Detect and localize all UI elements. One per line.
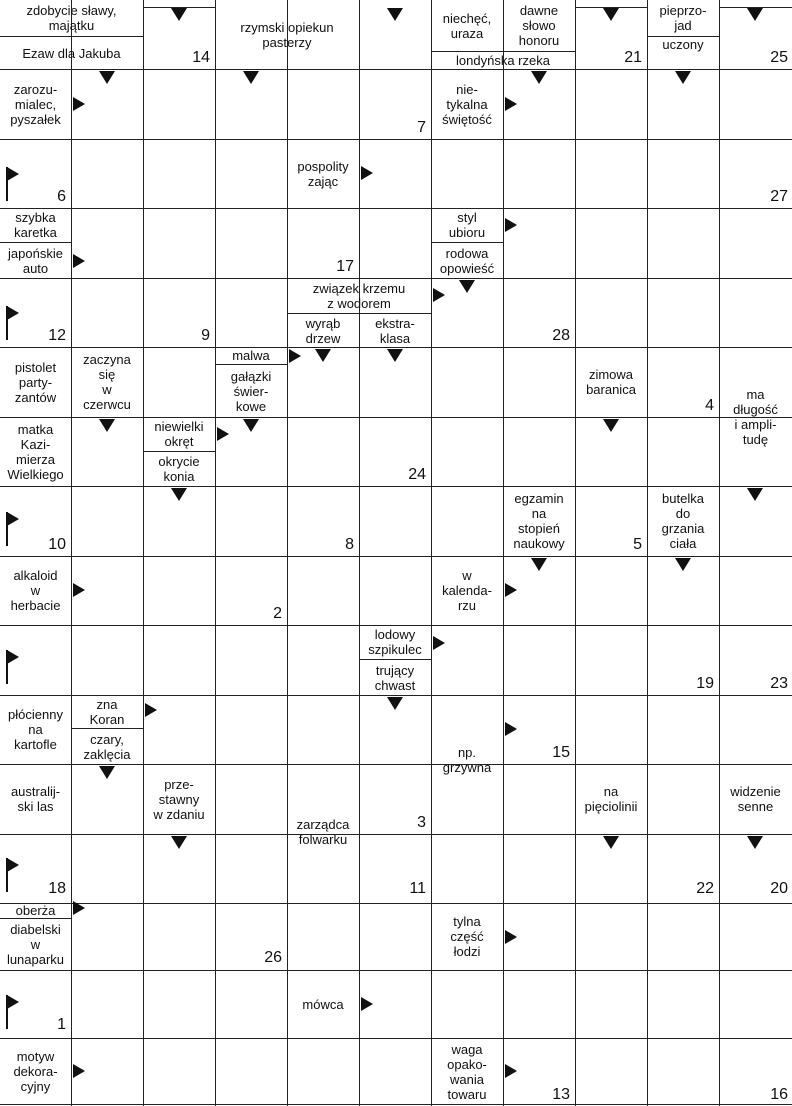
clue-cell: okrycie konia [158, 454, 200, 484]
clue-cell: motyw dekora- cyjny [13, 1048, 58, 1094]
arrow-right-icon [505, 218, 517, 232]
arrow-right-icon [289, 349, 301, 363]
clue-cell: pospolity zając [297, 158, 349, 189]
cell-number: 22 [696, 880, 714, 897]
arrow-down-icon [675, 558, 691, 571]
clue-cell: rzymski opiekun pasterzy [240, 19, 334, 50]
cell-number: 13 [552, 1086, 570, 1103]
clue-cell: rodowa opowieść [439, 245, 495, 276]
cell-number: 6 [57, 188, 66, 205]
grid-line [359, 0, 360, 1106]
clue-cell: uczony [662, 37, 704, 52]
arrow-right-icon [73, 1064, 85, 1078]
grid-line [0, 139, 792, 140]
arrow-down-icon [171, 836, 187, 849]
arrow-down-icon [747, 836, 763, 849]
clue-cell: ma długość i ampli- tudę [733, 386, 778, 447]
cell-number: 5 [633, 536, 642, 553]
grid-line [215, 0, 216, 1106]
clue-cell: mówca [302, 996, 344, 1012]
arrow-down-icon [603, 836, 619, 849]
cell-number: 12 [48, 327, 66, 344]
cell-number: 20 [770, 880, 788, 897]
grid-line [0, 417, 792, 418]
arrow-right-icon [361, 166, 373, 180]
arrow-right-icon [433, 636, 445, 650]
flag-arrow-icon [6, 512, 20, 546]
arrow-right-icon [73, 254, 85, 268]
clue-cell: czary, zaklęcia [83, 731, 131, 762]
clue-cell: np. grzywna [442, 745, 492, 775]
cell-number: 26 [264, 949, 282, 966]
arrow-right-icon [505, 930, 517, 944]
clue-cell: związek krzemu z wodorem [312, 280, 406, 311]
clue-cell: oberża [15, 903, 56, 918]
grid-line [143, 0, 144, 1106]
cell-number: 27 [770, 188, 788, 205]
clue-cell: prze- stawny w zdaniu [153, 776, 205, 822]
arrow-down-icon [171, 488, 187, 501]
clue-cell: w kalenda- rzu [442, 568, 492, 613]
arrow-down-icon [387, 349, 403, 362]
clue-cell: egzamin na stopień naukowy [513, 491, 565, 551]
flag-arrow-icon [6, 306, 20, 340]
arrow-right-icon [505, 722, 517, 736]
clue-cell: styl ubioru [448, 210, 486, 240]
clue-cell: szybka karetka [14, 210, 57, 240]
arrow-right-icon [217, 427, 229, 441]
cell-number: 7 [417, 119, 426, 136]
grid-line [0, 556, 792, 557]
arrow-down-icon [387, 8, 403, 21]
arrow-right-icon [73, 583, 85, 597]
cell-number: 1 [57, 1016, 66, 1033]
arrow-down-icon [747, 8, 763, 21]
grid-line [0, 903, 792, 904]
cell-number: 19 [696, 675, 714, 692]
clue-cell: niechęć, uraza [442, 10, 492, 41]
arrow-down-icon [459, 280, 475, 293]
arrow-down-icon [99, 766, 115, 779]
cell-number: 4 [705, 397, 714, 414]
arrow-down-icon [531, 558, 547, 571]
flag-arrow-icon [6, 167, 20, 201]
clue-cell: niewielki okręt [154, 419, 204, 449]
clue-cell: zimowa baranica [586, 367, 636, 397]
clue-cell: zaczyna się w czerwcu [83, 352, 131, 412]
clue-cell: dawne słowo honoru [518, 3, 560, 48]
arrow-right-icon [505, 97, 517, 111]
cell-number: 3 [417, 814, 426, 831]
cell-number: 24 [408, 466, 426, 483]
clue-cell: zarozu- mialec, pyszałek [10, 81, 61, 127]
cell-number: 21 [624, 49, 642, 66]
arrow-down-icon [603, 8, 619, 21]
cell-number: 25 [770, 49, 788, 66]
cell-number: 2 [273, 605, 282, 622]
arrow-down-icon [99, 419, 115, 432]
cell-number: 10 [48, 536, 66, 553]
cell-number: 18 [48, 880, 66, 897]
clue-cell: ekstra- klasa [375, 315, 415, 346]
clue-cell: japońskie auto [8, 245, 63, 276]
arrow-down-icon [171, 8, 187, 21]
clue-cell: wyrąb drzew [305, 315, 341, 346]
grid-line [0, 834, 792, 835]
arrow-right-icon [145, 703, 157, 717]
grid-line [0, 1104, 792, 1105]
arrow-right-icon [505, 583, 517, 597]
clue-cell: płócienny na kartofle [8, 707, 63, 752]
cell-number: 11 [409, 880, 426, 897]
clue-cell: pieprzo- jad [659, 3, 707, 33]
clue-cell: tylna część łodzi [450, 914, 484, 959]
clue-cell: zdobycie sławy, majątku [26, 3, 117, 33]
grid-line [575, 0, 576, 1106]
arrow-right-icon [433, 288, 445, 302]
grid-line [0, 208, 792, 209]
clue-cell: alkaloid w herbacie [10, 568, 61, 613]
arrow-down-icon [315, 349, 331, 362]
clue-cell: nie- tykalna świętość [442, 81, 492, 127]
clue-cell: pistolet party- zantów [14, 359, 57, 405]
arrow-down-icon [675, 71, 691, 84]
clue-cell: diabelski w lunaparku [6, 922, 65, 967]
grid-line [71, 0, 72, 1106]
cell-number: 23 [770, 675, 788, 692]
cell-number: 16 [770, 1086, 788, 1103]
grid-line [719, 0, 720, 1106]
arrow-right-icon [73, 97, 85, 111]
clue-cell: zarządca folwarku [296, 817, 350, 847]
grid-line [0, 970, 792, 971]
flag-arrow-icon [6, 650, 20, 684]
clue-cell: widzenie senne [730, 784, 781, 814]
clue-cell: londyńska rzeka [456, 53, 550, 68]
clue-cell: Ezaw dla Jakuba [22, 45, 121, 61]
cell-number: 8 [345, 536, 354, 553]
clue-cell: na pięciolinii [584, 784, 638, 814]
clue-cell: waga opako- wania towaru [447, 1042, 487, 1102]
cell-number: 28 [552, 327, 570, 344]
arrow-down-icon [99, 71, 115, 84]
clue-cell: lodowy szpikulec [368, 627, 422, 657]
cell-number: 15 [552, 744, 570, 761]
arrow-down-icon [243, 419, 259, 432]
grid-line [0, 69, 792, 70]
cell-number: 9 [201, 327, 210, 344]
arrow-down-icon [531, 71, 547, 84]
clue-cell: malwa [232, 348, 270, 363]
cell-number: 14 [192, 49, 210, 66]
clue-cell: australij- ski las [10, 784, 61, 814]
clue-cell: gałązki świer- kowe [230, 368, 272, 414]
clue-cell: zna Koran [89, 696, 125, 727]
clue-cell: butelka do grzania ciała [661, 491, 705, 551]
arrow-right-icon [361, 997, 373, 1011]
arrow-down-icon [243, 71, 259, 84]
grid-line [0, 764, 792, 765]
arrow-right-icon [73, 901, 85, 915]
flag-arrow-icon [6, 858, 20, 892]
arrow-down-icon [387, 697, 403, 710]
clue-cell: trujący chwast [374, 662, 416, 693]
arrow-right-icon [505, 1064, 517, 1078]
cell-number: 17 [336, 258, 354, 275]
flag-arrow-icon [6, 995, 20, 1029]
clue-cell: matka Kazi- mierza Wielkiego [7, 421, 64, 482]
grid-line [0, 1038, 792, 1039]
arrow-down-icon [747, 488, 763, 501]
arrow-down-icon [603, 419, 619, 432]
